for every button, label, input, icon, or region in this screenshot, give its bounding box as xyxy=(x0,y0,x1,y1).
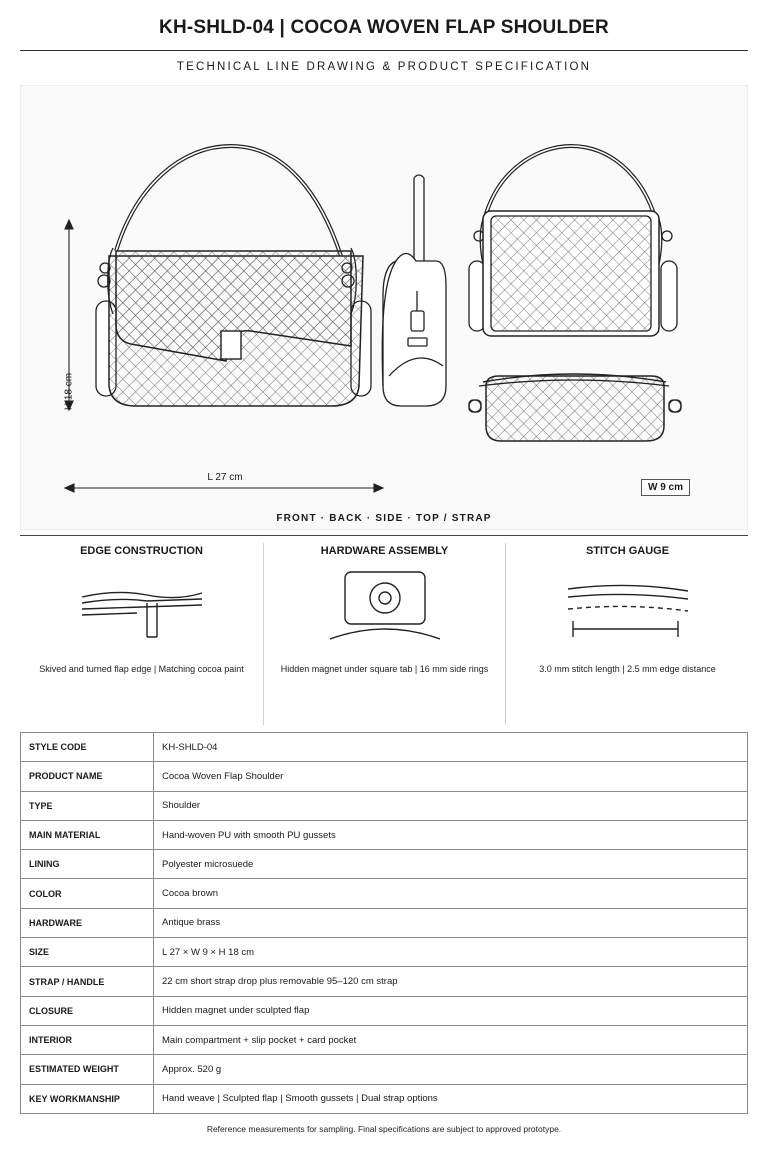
spec-value: L 27 × W 9 × H 18 cm xyxy=(154,938,748,967)
spec-key: LINING xyxy=(21,850,154,879)
detail-caption: Hidden magnet under square tab | 16 mm side rings xyxy=(280,664,489,674)
bag-line-drawing xyxy=(21,86,749,531)
spec-key: KEY WORKMANSHIP xyxy=(21,1084,154,1113)
spec-row xyxy=(21,1055,748,1084)
spec-row xyxy=(21,733,748,762)
spec-value: Main compartment + slip pocket + card pocket xyxy=(154,1025,748,1054)
page-subtitle: TECHNICAL LINE DRAWING & PRODUCT SPECIFICATION xyxy=(176,61,592,73)
spec-row xyxy=(21,938,748,967)
side-view xyxy=(382,175,446,406)
detail-edge-construction xyxy=(20,543,263,725)
detail-caption: Skived and turned flap edge | Matching cocoa paint xyxy=(39,664,244,674)
stitch-gauge-icon xyxy=(558,569,698,639)
detail-hardware-assembly xyxy=(263,543,506,725)
spec-key: TYPE xyxy=(21,791,154,820)
spec-row xyxy=(21,1025,748,1054)
spec-value: Cocoa Woven Flap Shoulder xyxy=(154,762,748,791)
section-divider xyxy=(20,535,748,536)
spec-key: STYLE CODE xyxy=(21,733,154,762)
detail-title: EDGE CONSTRUCTION xyxy=(80,545,203,557)
spec-row xyxy=(21,791,748,820)
spec-value: Hand-woven PU with smooth PU gussets xyxy=(154,820,748,849)
footer-note: Reference measurements for sampling. Final specifications are subject to approved prototype. xyxy=(206,1124,562,1134)
views-caption: FRONT · BACK · SIDE · TOP / STRAP xyxy=(276,513,492,524)
spec-key: STRAP / HANDLE xyxy=(21,967,154,996)
spec-row xyxy=(21,908,748,937)
front-view xyxy=(96,146,371,406)
spec-row xyxy=(21,762,748,791)
spec-row xyxy=(21,879,748,908)
top-view xyxy=(469,374,681,441)
spec-row xyxy=(21,967,748,996)
spec-key: CLOSURE xyxy=(21,996,154,1025)
spec-value: Approx. 520 g xyxy=(154,1055,748,1084)
spec-key: INTERIOR xyxy=(21,1025,154,1054)
detail-title: HARDWARE ASSEMBLY xyxy=(320,545,449,557)
spec-value: KH-SHLD-04 xyxy=(154,733,748,762)
spec-value: Cocoa brown xyxy=(154,879,748,908)
title-divider xyxy=(20,50,748,51)
spec-row xyxy=(21,996,748,1025)
detail-stitch-gauge xyxy=(506,543,749,725)
technical-drawing-panel xyxy=(20,85,748,530)
spec-value: Shoulder xyxy=(154,791,748,820)
edge-cross-section-icon xyxy=(77,569,207,639)
spec-value: Hidden magnet under sculpted flap xyxy=(154,996,748,1025)
height-dimension-label: H 18 cm xyxy=(63,372,75,411)
spec-row xyxy=(21,850,748,879)
spec-key: SIZE xyxy=(21,938,154,967)
spec-row xyxy=(21,820,748,849)
spec-key: PRODUCT NAME xyxy=(21,762,154,791)
spec-row xyxy=(21,1084,748,1113)
back-view xyxy=(469,146,677,336)
length-dimension-label: L 27 cm xyxy=(207,472,243,483)
spec-value: 22 cm short strap drop plus removable 95–120 cm strap xyxy=(154,967,748,996)
spec-key: MAIN MATERIAL xyxy=(21,820,154,849)
spec-value: Polyester microsuede xyxy=(154,850,748,879)
specification-table xyxy=(20,732,748,1114)
spec-key: HARDWARE xyxy=(21,908,154,937)
detail-title: STITCH GAUGE xyxy=(585,545,670,557)
spec-key: COLOR xyxy=(21,879,154,908)
magnet-tab-icon xyxy=(325,569,445,644)
spec-key: ESTIMATED WEIGHT xyxy=(21,1055,154,1084)
page-title: KH-SHLD-04 | COCOA WOVEN FLAP SHOULDER xyxy=(159,17,609,38)
detail-caption: 3.0 mm stitch length | 2.5 mm edge distance xyxy=(539,664,716,674)
width-dimension-badge: W 9 cm xyxy=(641,479,690,496)
spec-value: Antique brass xyxy=(154,908,748,937)
spec-value: Hand weave | Sculpted flap | Smooth gussets | Dual strap options xyxy=(154,1084,748,1113)
